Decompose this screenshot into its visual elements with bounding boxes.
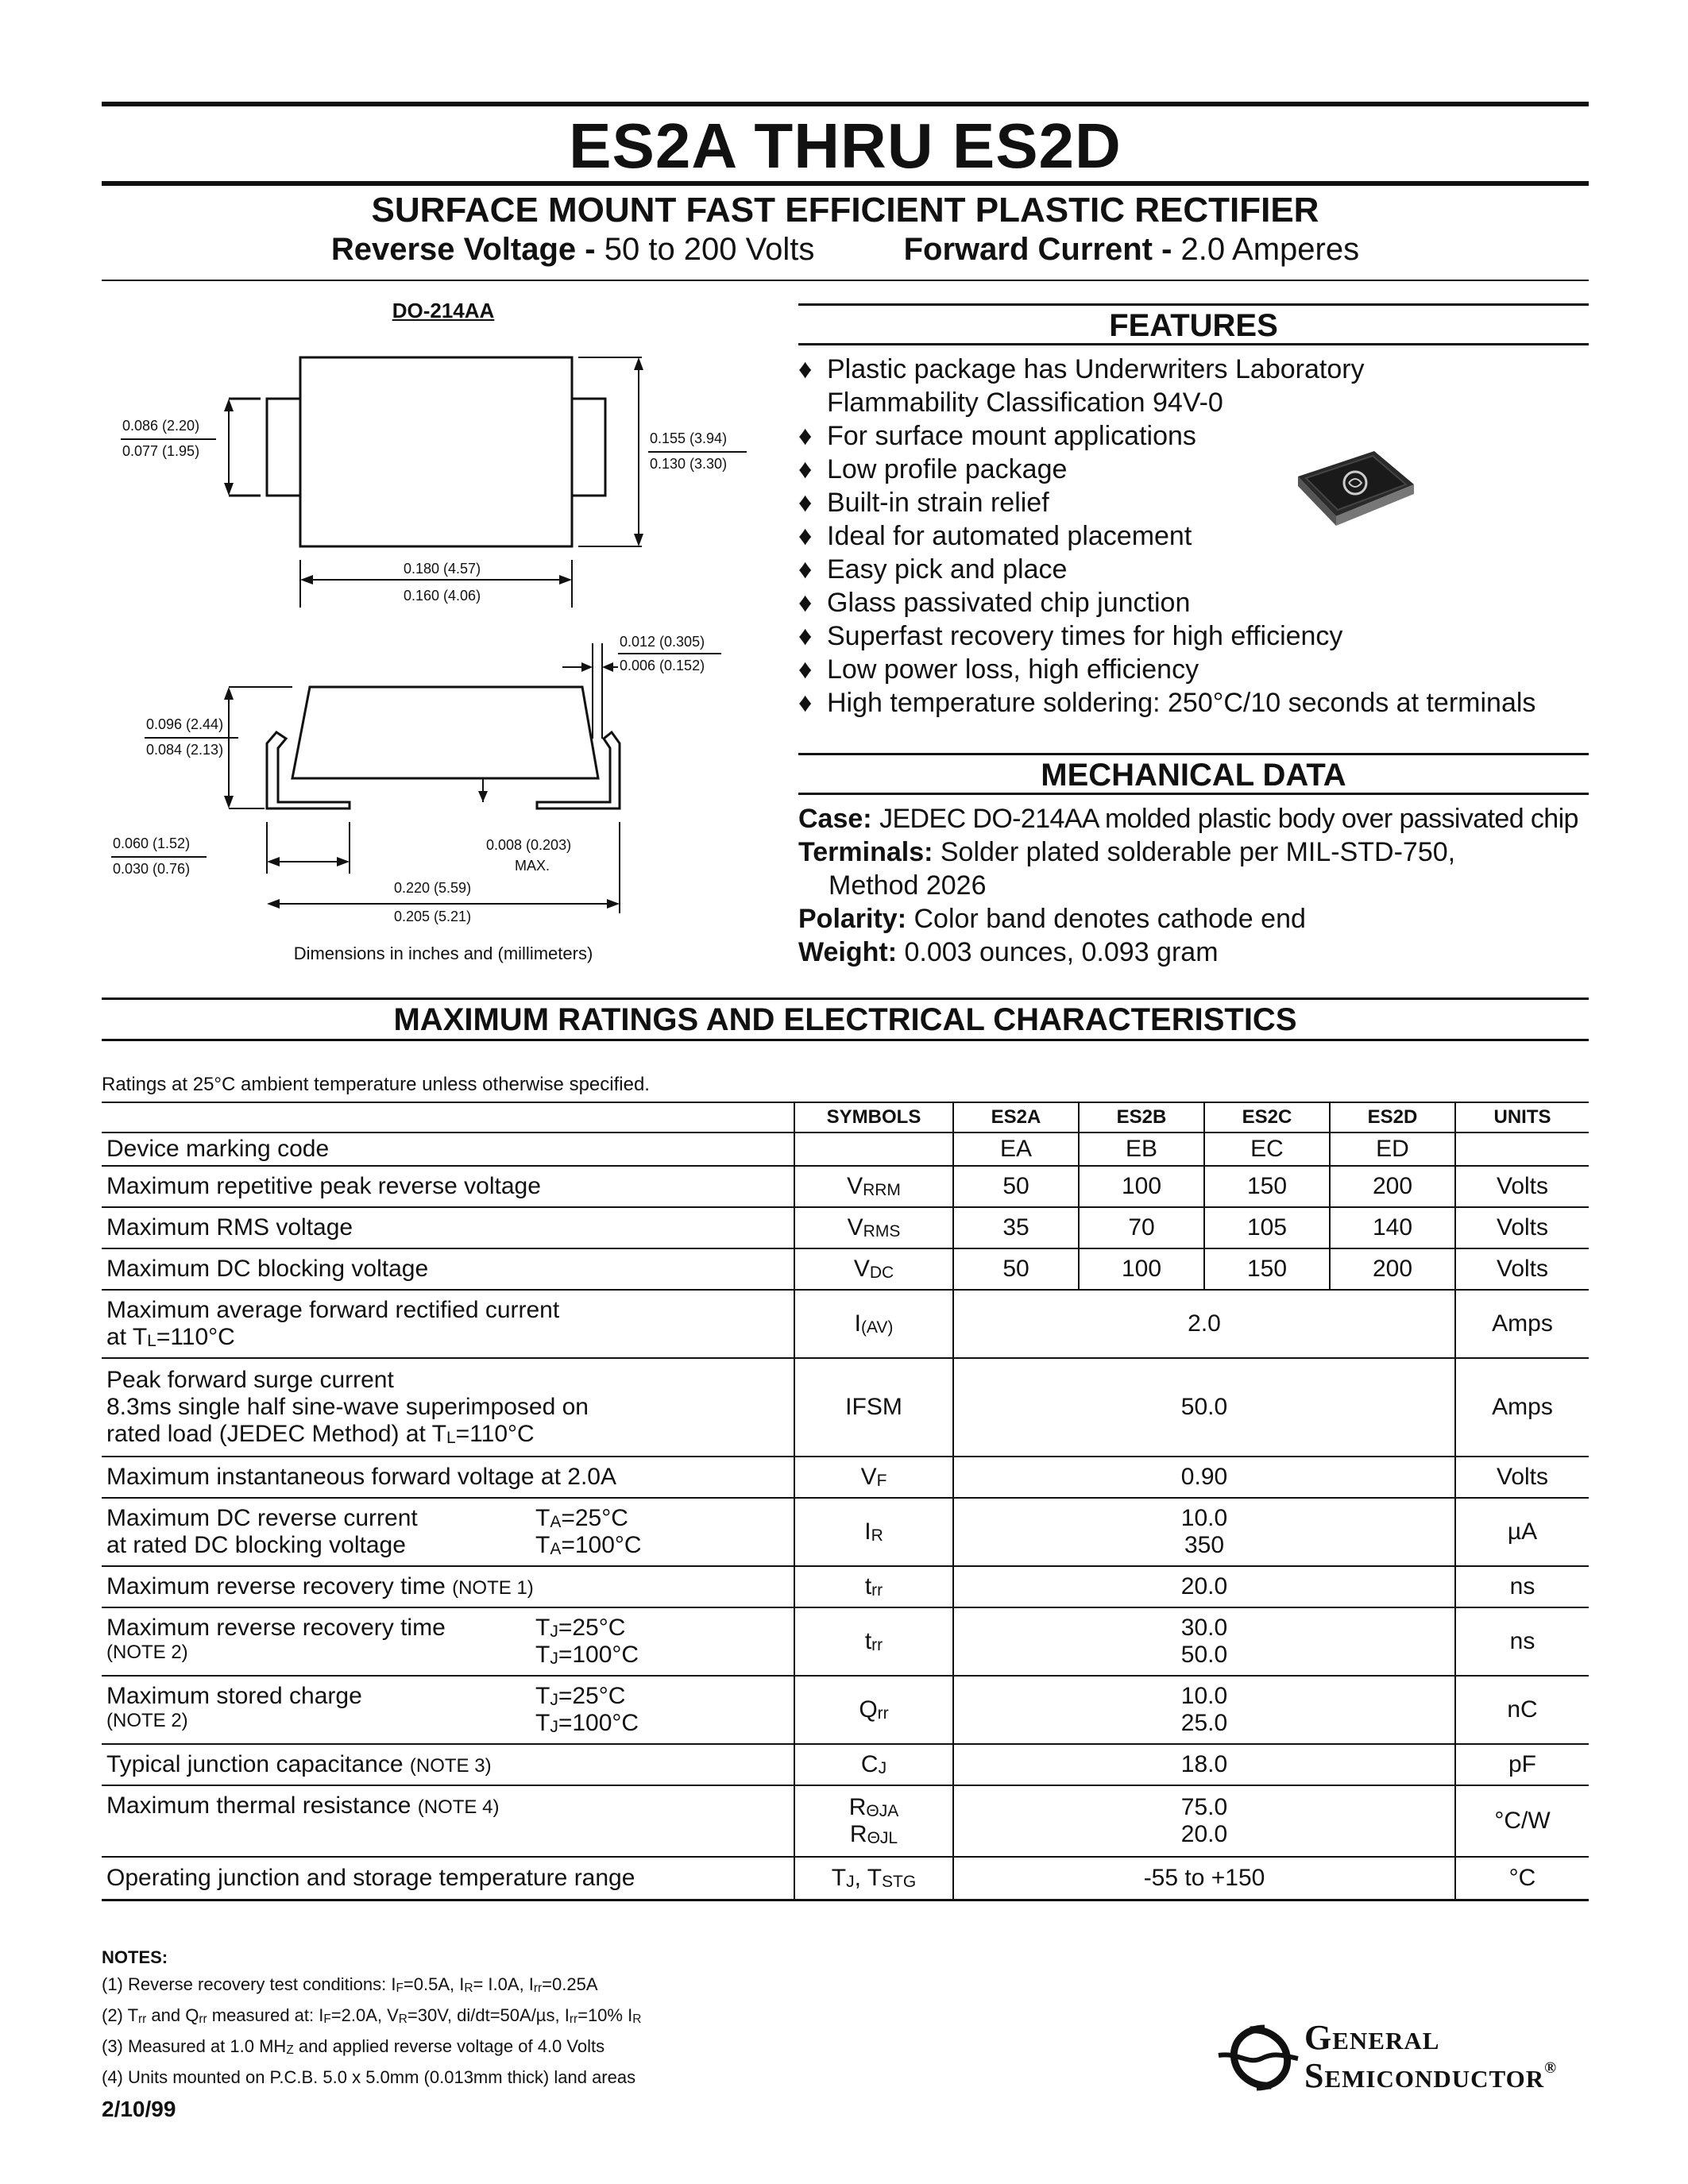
header-es2c: ES2C (1204, 1102, 1330, 1133)
dim-e1: 0.096 (2.44) (146, 716, 224, 732)
header-row (102, 1102, 1589, 1133)
mech-top-rule (798, 753, 1589, 755)
logo-line-2: Semiconductor® (1304, 2056, 1558, 2095)
header-es2b: ES2B (1079, 1102, 1204, 1133)
forward-current-value: 2.0 Amperes (1180, 232, 1360, 267)
terminals-line-2: Method 2026 (829, 870, 987, 901)
diamond-bullet-icon: ♦ (798, 521, 813, 551)
dim-c-gap (400, 581, 492, 583)
diamond-bullet-icon: ♦ (798, 588, 813, 618)
table-row: Maximum RMS voltage VRMS 35 70 105 140 Volts (102, 1207, 1589, 1248)
feature-item: ♦ Superfast recovery times for high efficiency (798, 621, 1343, 651)
note-2: (2) Trr and Qrr measured at: IF=2.0A, VR=30V, di/dt=50A/µs, Irr=10% IR (102, 2005, 642, 2026)
weight-line: Weight: 0.003 ounces, 0.093 gram (798, 937, 1219, 967)
dim-b-rule (648, 451, 747, 453)
dim-e-rule (145, 737, 238, 739)
ratings-title: MAXIMUM RATINGS AND ELECTRICAL CHARACTERISTICS (393, 1002, 1297, 1037)
dim-e2: 0.084 (2.13) (146, 742, 224, 758)
diamond-bullet-icon: ♦ (798, 554, 813, 585)
diamond-bullet-icon: ♦ (798, 421, 813, 451)
notes (102, 1944, 1134, 2091)
top-rule (102, 102, 1589, 106)
table-row: Device marking code EA EB EC ED (102, 1133, 1589, 1166)
features-bottom-rule (798, 343, 1589, 345)
feature-item: ♦ Built-in strain relief (798, 488, 1049, 518)
dim-g2: MAX. (515, 858, 550, 874)
dim-f2: 0.030 (0.76) (113, 861, 191, 877)
forward-current-label: Forward Current - (903, 232, 1172, 267)
feature-item: ♦ Glass passivated chip junction (798, 588, 1191, 618)
note-3: (3) Measured at 1.0 MHZ and applied reverse voltage of 4.0 Volts (102, 2036, 605, 2057)
table-row: Maximum reverse recovery time TJ=25°C (NOTE 2) TJ=100°C trr 30.0 50.0 ns (102, 1607, 1589, 1676)
diamond-bullet-icon: ♦ (798, 454, 813, 484)
package-drawing (102, 294, 785, 977)
diamond-bullet-icon: ♦ (798, 354, 813, 384)
feature-item: ♦ For surface mount applications (798, 421, 1196, 451)
table-row: Typical junction capacitance (NOTE 3) CJ 18.0 pF (102, 1744, 1589, 1785)
note-1: (1) Reverse recovery test conditions: IF=0.5A, IR= I.0A, Irr=0.25A (102, 1974, 598, 1995)
ratings-table (102, 1102, 1589, 1901)
subtitle: SURFACE MOUNT FAST EFFICIENT PLASTIC RECTIFIER (371, 191, 1319, 230)
ratings-note: Ratings at 25°C ambient temperature unless otherwise specified. (102, 1074, 650, 1095)
table-row: Peak forward surge current 8.3ms single half sine-wave superimposed on rated load (JEDEC Method) at TL=110°C IFSM 50.0 Amps (102, 1358, 1589, 1457)
ratings-bottom-rule (102, 1039, 1589, 1041)
title-wrap (102, 110, 1589, 183)
package-name: DO-214AA (392, 299, 495, 322)
table-row: Maximum reverse recovery time (NOTE 1) trr 20.0 ns (102, 1566, 1589, 1607)
diamond-bullet-icon: ♦ (798, 621, 813, 651)
feature-item: ♦ Low profile package (798, 454, 1068, 484)
mechanical-title: MECHANICAL DATA (1041, 758, 1346, 793)
reverse-voltage-label: Reverse Voltage - (330, 232, 596, 267)
feature-item: ♦ Low power loss, high efficiency (798, 654, 1199, 685)
left-terminal (267, 399, 300, 496)
gs-logo-icon (1215, 2014, 1303, 2101)
header-es2d: ES2D (1330, 1102, 1455, 1133)
note-4: (4) Units mounted on P.C.B. 5.0 x 5.0mm (0.013mm thick) land areas (102, 2067, 636, 2087)
component-photo-icon (1287, 445, 1422, 532)
dim-h2: 0.205 (5.21) (394, 909, 472, 924)
case-line: Case: JEDEC DO-214AA molded plastic body over passivated chip (798, 804, 1578, 834)
general-semiconductor-logo (1215, 2014, 1589, 2101)
table-row: Maximum DC blocking voltage VDC 50 100 150 200 Volts (102, 1248, 1589, 1290)
dim-c2: 0.160 (4.06) (404, 588, 481, 604)
right-terminal (572, 399, 605, 496)
terminals-line: Terminals: Solder plated solderable per MIL-STD-750, (798, 837, 1456, 867)
table-row: Maximum average forward rectified current at TL=110°C I(AV) 2.0 Amps (102, 1290, 1589, 1358)
dim-f-rule (111, 856, 207, 858)
dimensions-caption: Dimensions in inches and (millimeters) (293, 943, 593, 963)
table-row: Maximum DC reverse current TA=25°C at rated DC blocking voltage TA=100°C IR 10.0 350 µA (102, 1498, 1589, 1566)
header-es2a: ES2A (953, 1102, 1079, 1133)
dim-f1: 0.060 (1.52) (113, 835, 191, 851)
table-row: Maximum instantaneous forward voltage at 2.0A VF 0.90 Volts (102, 1457, 1589, 1498)
dim-b1: 0.155 (3.94) (650, 430, 728, 446)
header-blank (102, 1102, 794, 1133)
mechanical-data (798, 802, 1589, 969)
table-row: Maximum repetitive peak reverse voltage VRRM 50 100 150 200 Volts (102, 1166, 1589, 1207)
table-row: Maximum thermal resistance (NOTE 4) RΘJA RΘJL 75.0 20.0 °C/W (102, 1785, 1589, 1857)
body-top-view (300, 357, 572, 546)
feature-item: ♦ Plastic package has Underwriters Laboratory Flammability Classification 94V-0 (798, 354, 1365, 418)
diamond-bullet-icon: ♦ (798, 654, 813, 685)
revision-date: 2/10/99 (102, 2097, 176, 2121)
reverse-voltage-value: 50 to 200 Volts (604, 232, 815, 267)
dim-a2: 0.077 (1.95) (122, 443, 200, 459)
mech-bottom-rule (798, 793, 1589, 795)
notes-title: NOTES: (102, 1947, 168, 1967)
subtitle-rule (102, 280, 1589, 281)
header-symbols: SYMBOLS (794, 1102, 953, 1133)
features-title: FEATURES (1109, 308, 1278, 343)
feature-item: ♦ High temperature soldering: 250°C/10 seconds at terminals (798, 688, 1536, 718)
logo-line-1: General (1304, 2018, 1440, 2057)
dim-d2: 0.006 (0.152) (620, 658, 705, 673)
dim-h-gap (391, 901, 483, 902)
diamond-bullet-icon: ♦ (798, 688, 813, 718)
dim-g1: 0.008 (0.203) (486, 837, 572, 853)
header-units: UNITS (1455, 1102, 1589, 1133)
diamond-bullet-icon: ♦ (798, 488, 813, 518)
dim-b2: 0.130 (3.30) (650, 456, 728, 472)
dim-d1: 0.012 (0.305) (620, 634, 705, 650)
features-list (798, 353, 1589, 720)
table-row: Operating junction and storage temperature range TJ, TSTG -55 to +150 °C (102, 1857, 1589, 1900)
dim-a1: 0.086 (2.20) (122, 418, 200, 434)
dim-c1: 0.180 (4.57) (404, 561, 481, 577)
polarity-line: Polarity: Color band denotes cathode end (798, 904, 1306, 934)
voltage-current-line (102, 232, 1589, 268)
ratings-top-rule (102, 997, 1589, 1000)
features-top-rule (798, 303, 1589, 306)
dim-h1: 0.220 (5.59) (394, 880, 472, 896)
title-rule (102, 181, 1589, 186)
feature-item: ♦ Ideal for automated placement (798, 521, 1192, 551)
dim-d-rule (618, 653, 721, 654)
page-title: ES2A THRU ES2D (569, 110, 1122, 181)
table-row: Maximum stored charge TJ=25°C (NOTE 2) TJ=100°C Qrr 10.0 25.0 nC (102, 1676, 1589, 1744)
dim-a-rule (121, 438, 216, 440)
feature-item: ♦ Easy pick and place (798, 554, 1068, 585)
